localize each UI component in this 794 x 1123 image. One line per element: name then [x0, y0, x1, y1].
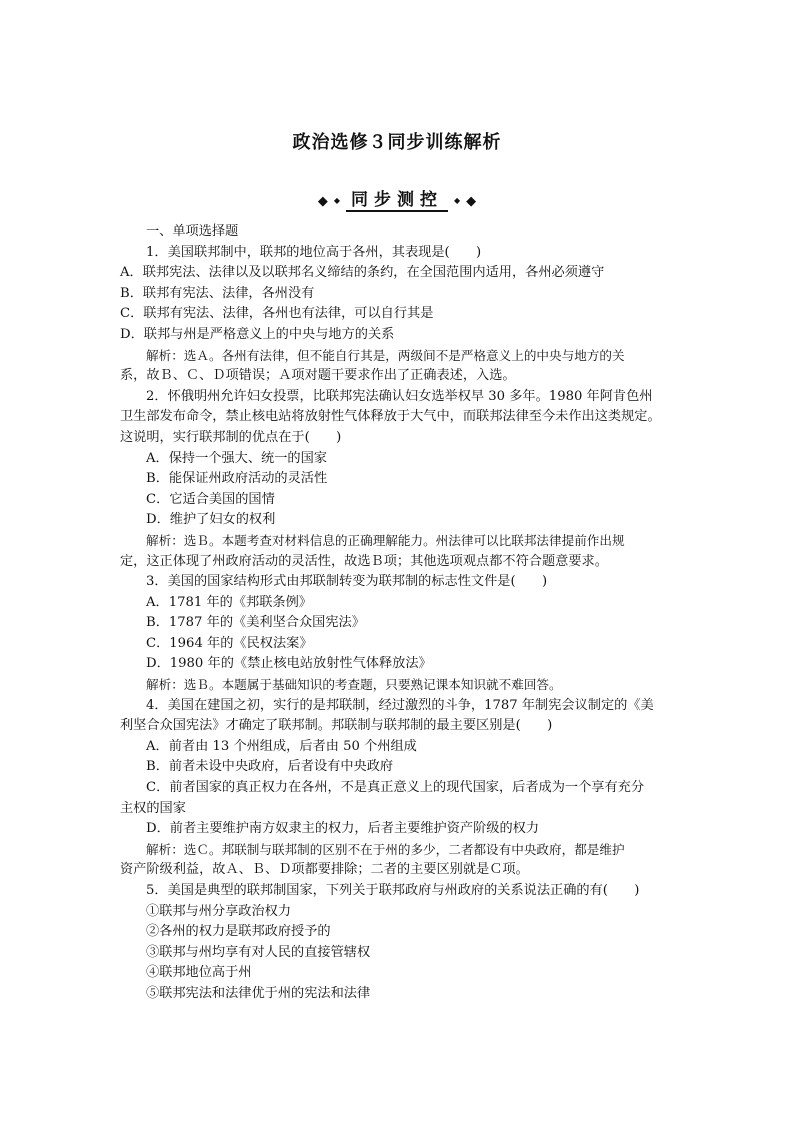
option-line: D．1980 年的《禁止核电站放射性气体释放法》 — [146, 656, 432, 672]
option-line: ③联邦与州均享有对人民的直接管辖权 — [146, 944, 371, 960]
question-list — [120, 243, 678, 1005]
option-line: A．1781 年的《邦联条例》 — [146, 594, 312, 610]
text-line: 利坚合众国宪法》才确定了联邦制。邦联制与联邦制的最主要区别是( ) — [120, 718, 553, 734]
option-line: D．前者主要维护南方奴隶主的权力，后者主要维护资产阶级的权力 — [146, 821, 540, 837]
document-body — [120, 222, 678, 1005]
banner-label: 同步测控 — [346, 190, 448, 212]
section-heading: 一、单项选择题 — [146, 224, 239, 239]
option-line: C．1964 年的《民权法案》 — [146, 635, 313, 651]
text-line: C．联邦有宪法、法律，各州也有法律，可以自行其是 — [120, 306, 434, 322]
text-line: A．联邦宪法、法律以及以联邦名义缔结的条约，在全国范围内适用，各州必须遵守 — [120, 265, 605, 281]
text-line: 主权的国家 — [120, 800, 186, 816]
text-line: 定，这正体现了州政府活动的灵活性，故选Ｂ项；其他选项观点都不符合题意要求。 — [120, 553, 608, 569]
option-line: B．前者未设中央政府，后者设有中央政府 — [146, 759, 394, 775]
text-line: 1．美国联邦制中，联邦的地位高于各州，其表现是( ) — [146, 244, 482, 260]
option-line: A．保持一个强大、统一的国家 — [146, 450, 327, 466]
option-line: B．能保证州政府活动的灵活性 — [146, 471, 328, 487]
text-line: 4．美国在建国之初，实行的是邦联制，经过激烈的斗争，1787 年制宪会议制定的《美 — [146, 697, 654, 713]
option-line: C．前者国家的真正权力在各州，不是真正意义上的现代国家，后者成为一个享有充分 — [146, 780, 645, 796]
diamond-icon: ◆ — [317, 193, 328, 209]
small-diamond-icon: ◆ — [333, 196, 340, 205]
text-line: 2．怀俄明州允许妇女投票，比联邦宪法确认妇女选举权早 30 多年。1980 年阿肯色州 — [146, 388, 653, 404]
diamond-icon: ◆ — [466, 193, 477, 209]
text-line: D．联邦与州是严格意义上的中央与地方的关系 — [120, 326, 395, 342]
option-line: ①联邦与州分享政治权力 — [146, 903, 292, 919]
text-line: 这说明，实行联邦制的优点在于( ) — [120, 429, 342, 445]
text-line: 系，故Ｂ、Ｃ、Ｄ项错误；Ａ项对题干要求作出了正确表述，入选。 — [120, 368, 516, 384]
option-line: B．1787 年的《美利坚合众国宪法》 — [146, 615, 365, 631]
explanation-line: 解析：选Ｂ。本题考查对材料信息的正确理解能力。州法律可以比联邦法律提前作出规 — [146, 532, 625, 548]
text-line: 3．美国的国家结构形式由邦联制转变为联邦制的标志性文件是( ) — [146, 574, 548, 590]
option-line: D．维护了妇女的权利 — [146, 512, 276, 528]
page-title: 政治选修３同步训练解析 — [292, 132, 502, 153]
text-line: 资产阶级利益，故Ａ、Ｂ、Ｄ项都要排除；二者的主要区别就是Ｃ项。 — [120, 862, 529, 878]
text-line: 5．美国是典型的联邦制国家，下列关于联邦政府与州政府的关系说法正确的有( ) — [146, 883, 640, 898]
option-line: A．前者由 13 个州组成，后者由 50 个州组成 — [146, 738, 417, 754]
option-line: ②各州的权力是联邦政府授予的 — [146, 924, 331, 940]
option-line: ④联邦地位高于州 — [146, 965, 252, 981]
explanation-line: 解析：选Ｂ。本题属于基础知识的考查题，只要熟记课本知识就不难回答。 — [146, 677, 562, 693]
option-line: ⑤联邦宪法和法律优于州的宪法和法律 — [146, 985, 371, 1001]
section-banner — [0, 190, 794, 212]
text-line: 卫生部发布命令，禁止核电站将放射性气体释放于大气中，而联邦法律至今未作出这类规定。 — [120, 409, 661, 425]
explanation-line: 解析：选Ｃ。邦联制与联邦制的区别不在于州的多少，二者都设有中央政府，都是维护 — [146, 841, 625, 857]
explanation-line: 解析：选Ａ。各州有法律，但不能自行其是，两级间不是严格意义上的中央与地方的关 — [146, 347, 625, 363]
small-diamond-icon: ◆ — [454, 196, 461, 205]
text-line: B．联邦有宪法、法律，各州没有 — [120, 285, 315, 301]
option-line: C．它适合美国的国情 — [146, 491, 275, 507]
